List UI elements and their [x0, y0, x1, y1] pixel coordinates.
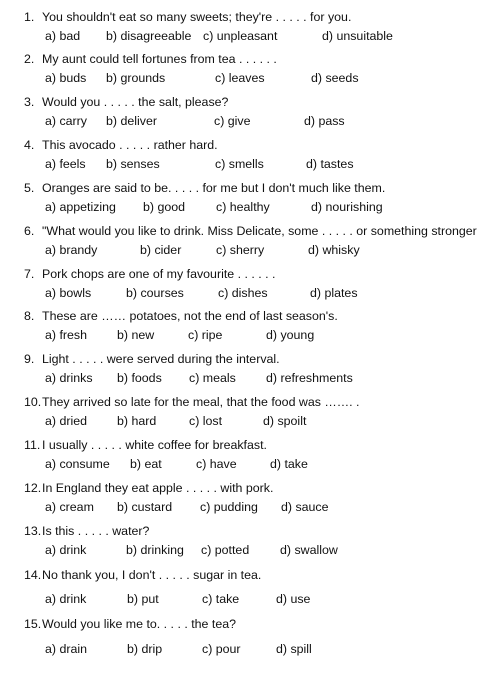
option-a: a) drink — [45, 592, 87, 606]
option-d: d) spill — [276, 642, 312, 656]
option-c: c) sherry — [216, 243, 265, 257]
option-d: d) refreshments — [266, 371, 353, 385]
option-a: a) buds — [45, 71, 87, 85]
option-c: c) meals — [189, 371, 236, 385]
question-1 — [0, 10, 500, 50]
question-number: 4. — [24, 138, 35, 152]
option-c: c) take — [202, 592, 240, 606]
question-number: 13. — [24, 524, 42, 538]
option-d: d) pass — [304, 114, 345, 128]
option-a: a) cream — [45, 500, 94, 514]
question-15 — [0, 617, 500, 657]
question-13 — [0, 524, 500, 564]
option-a: a) dried — [45, 414, 88, 428]
option-b: b) foods — [117, 371, 162, 385]
question-number: 3. — [24, 95, 35, 109]
question-text: In England they eat apple . . . . . with pork. — [42, 481, 274, 495]
question-4 — [0, 138, 500, 178]
question-text: They arrived so late for the meal, that the food was ……. . — [42, 395, 360, 409]
option-b: b) deliver — [106, 114, 157, 128]
question-text: Light . . . . . were served during the interval. — [42, 352, 280, 366]
option-a: a) drinks — [45, 371, 93, 385]
option-a: a) feels — [45, 157, 86, 171]
option-c: c) pour — [202, 642, 241, 656]
question-12 — [0, 481, 500, 521]
option-a: a) bad — [45, 29, 81, 43]
question-text: These are …… potatoes, not the end of last season's. — [42, 309, 338, 323]
option-b: b) drinking — [126, 543, 184, 557]
question-14 — [0, 568, 500, 608]
option-d: d) plates — [310, 286, 358, 300]
question-6 — [0, 224, 500, 264]
option-d: d) whisky — [308, 243, 360, 257]
option-a: a) appetizing — [45, 200, 116, 214]
question-5 — [0, 181, 500, 221]
option-d: d) tastes — [306, 157, 354, 171]
question-2 — [0, 52, 500, 92]
option-d: d) spoilt — [263, 414, 307, 428]
option-a: a) drink — [45, 543, 87, 557]
question-text: My aunt could tell fortunes from tea . . . . . . — [42, 52, 277, 66]
question-number: 14. — [24, 568, 42, 582]
option-c: c) healthy — [216, 200, 270, 214]
option-a: a) brandy — [45, 243, 98, 257]
question-9 — [0, 352, 500, 392]
option-d: d) use — [276, 592, 311, 606]
question-text: Would you like me to. . . . . the tea? — [42, 617, 236, 631]
option-a: a) bowls — [45, 286, 92, 300]
option-b: b) new — [117, 328, 155, 342]
option-c: c) have — [196, 457, 237, 471]
option-c: c) potted — [201, 543, 250, 557]
question-text: You shouldn't eat so many sweets; they're . . . . . for you. — [42, 10, 352, 24]
option-b: b) disagreeable — [106, 29, 192, 43]
option-c: c) ripe — [188, 328, 223, 342]
option-b: b) good — [143, 200, 186, 214]
option-c: c) smells — [215, 157, 264, 171]
question-text: Oranges are said to be. . . . . for me but I don't much like them. — [42, 181, 386, 195]
question-11 — [0, 438, 500, 478]
option-b: b) put — [127, 592, 159, 606]
option-c: c) pudding — [200, 500, 258, 514]
question-7 — [0, 267, 500, 307]
option-b: b) hard — [117, 414, 157, 428]
question-number: 8. — [24, 309, 35, 323]
option-c: c) give — [214, 114, 251, 128]
option-c: c) dishes — [218, 286, 268, 300]
question-number: 15. — [24, 617, 42, 631]
option-d: d) nourishing — [311, 200, 383, 214]
option-b: b) grounds — [106, 71, 166, 85]
question-number: 2. — [24, 52, 35, 66]
question-text: No thank you, I don't . . . . . sugar in tea. — [42, 568, 262, 582]
option-b: b) drip — [127, 642, 163, 656]
option-b: b) senses — [106, 157, 160, 171]
question-number: 1. — [24, 10, 35, 24]
question-8 — [0, 309, 500, 349]
question-text: "What would you like to drink. Miss Delicate, some . . . . . or something stronger — [42, 224, 477, 238]
question-number: 11. — [24, 438, 41, 452]
question-text: Would you . . . . . the salt, please? — [42, 95, 229, 109]
option-c: c) lost — [189, 414, 223, 428]
question-10 — [0, 395, 500, 435]
question-number: 12. — [24, 481, 42, 495]
question-text: This avocado . . . . . rather hard. — [42, 138, 218, 152]
option-b: b) courses — [126, 286, 184, 300]
question-number: 5. — [24, 181, 35, 195]
question-number: 10. — [24, 395, 42, 409]
option-c: c) unpleasant — [203, 29, 278, 43]
option-a: a) carry — [45, 114, 87, 128]
question-text: Pork chops are one of my favourite . . . . . . — [42, 267, 276, 281]
option-d: d) seeds — [311, 71, 359, 85]
option-a: a) consume — [45, 457, 110, 471]
question-number: 6. — [24, 224, 35, 238]
option-b: b) cider — [140, 243, 182, 257]
option-d: d) unsuitable — [322, 29, 393, 43]
option-d: d) swallow — [280, 543, 338, 557]
option-d: d) young — [266, 328, 315, 342]
option-b: b) eat — [130, 457, 162, 471]
question-3 — [0, 95, 500, 135]
question-number: 9. — [24, 352, 35, 366]
question-number: 7. — [24, 267, 35, 281]
option-d: d) take — [270, 457, 308, 471]
option-b: b) custard — [117, 500, 173, 514]
question-text: Is this . . . . . water? — [42, 524, 150, 538]
option-a: a) drain — [45, 642, 88, 656]
question-text: I usually . . . . . white coffee for breakfast. — [42, 438, 267, 452]
option-a: a) fresh — [45, 328, 88, 342]
option-d: d) sauce — [281, 500, 329, 514]
option-c: c) leaves — [215, 71, 265, 85]
